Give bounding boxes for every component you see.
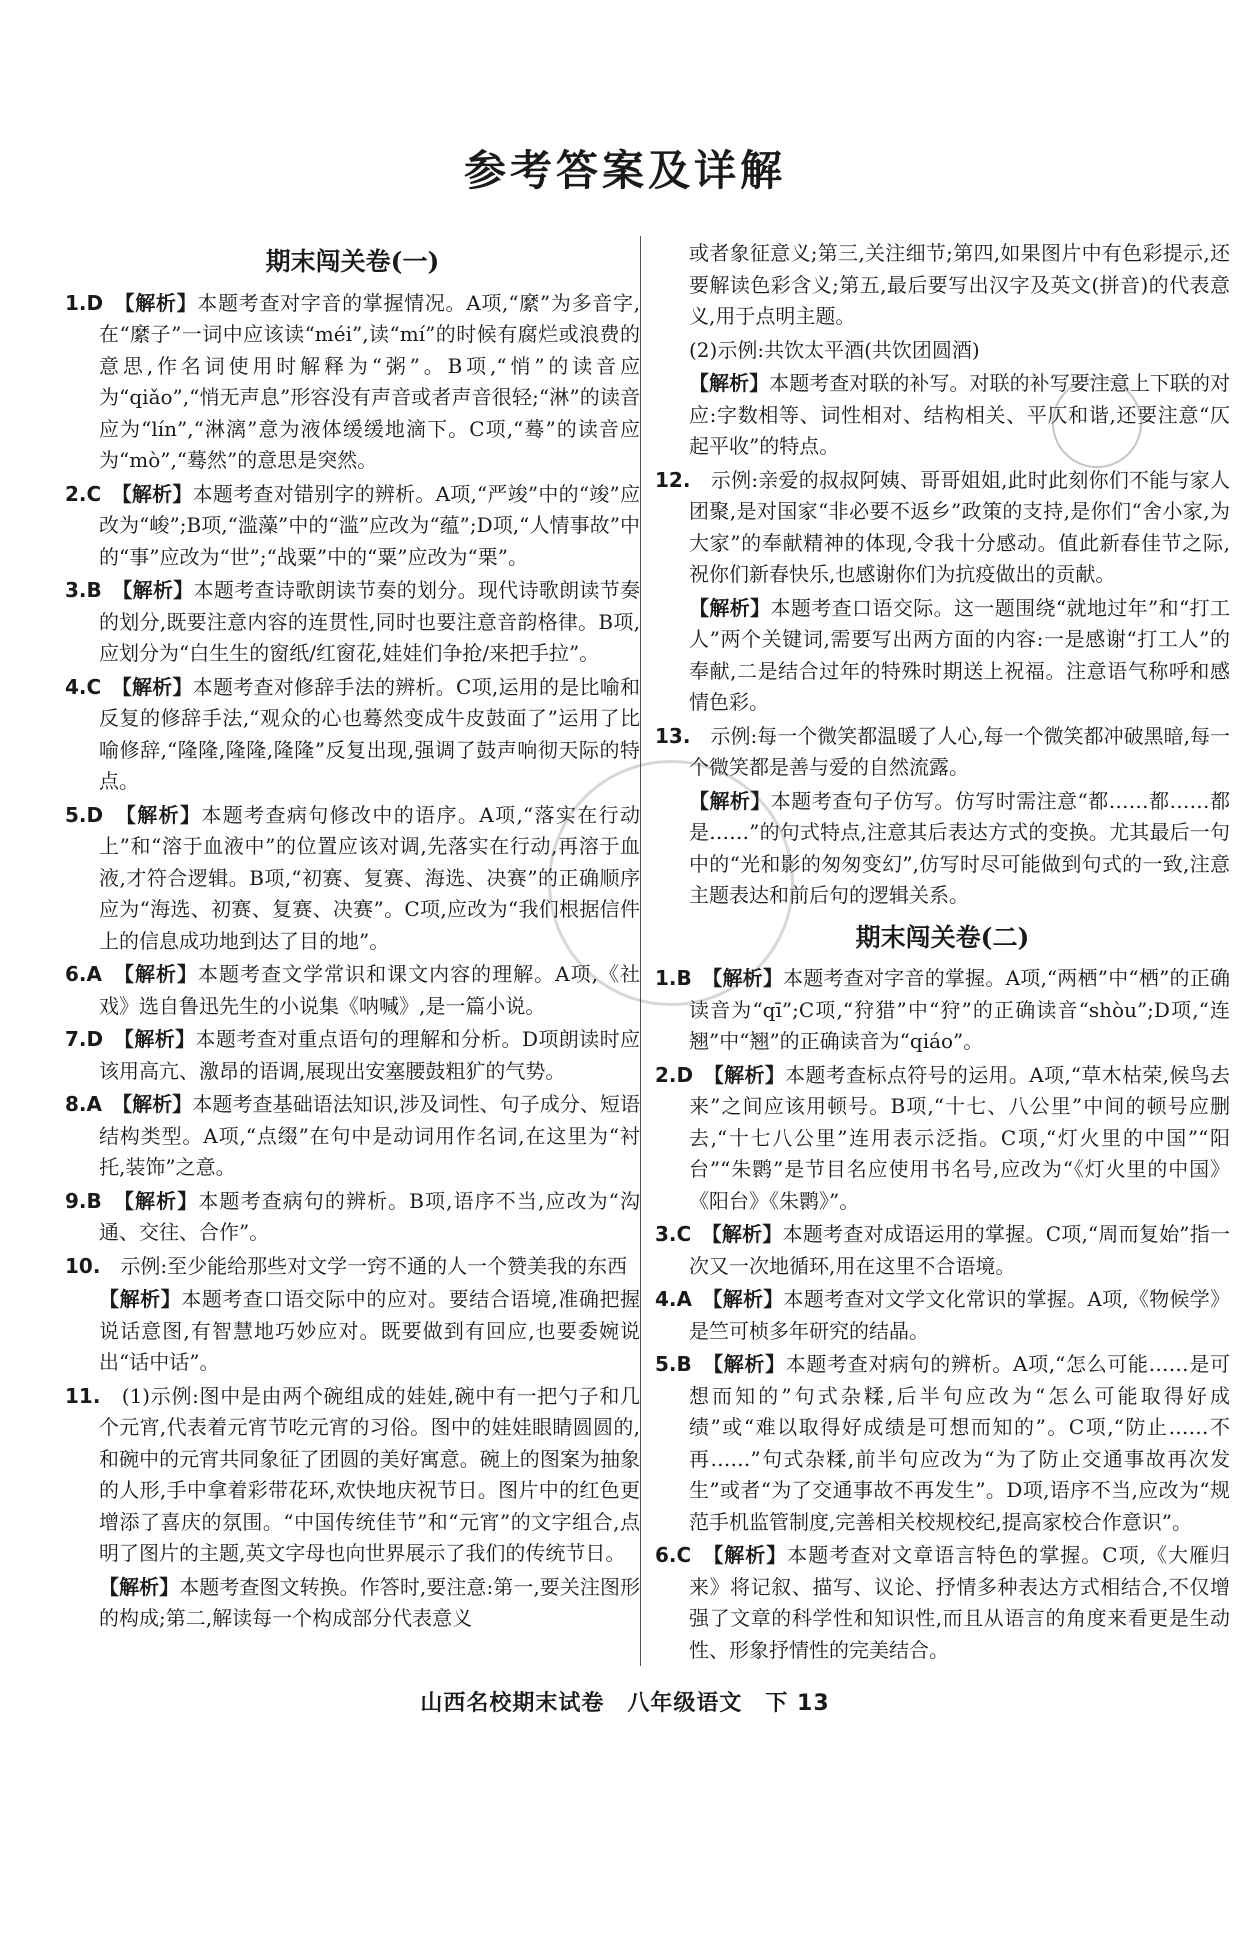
- analysis-label: 【解析】: [713, 1062, 786, 1087]
- answer-text: 或者象征意义;第三,关注细节;第四,如果图片中有色彩提示,还要解读色彩含义;第五,最后要写出汉字及英文(拼音)的代表意义,用于点明主题。: [689, 241, 1230, 328]
- stamp-logo: [1052, 378, 1142, 468]
- answer-number: 8.A: [65, 1092, 123, 1116]
- analysis-label: 【解析】: [122, 578, 194, 602]
- analysis-label: 【解析】: [123, 1027, 196, 1051]
- answer-item: [655, 1540, 1230, 1666]
- analysis-label: 【解析】: [689, 595, 771, 620]
- answer-text: 本题考查口语交际中的应对。要结合语境,准确把握说话意图,有智慧地巧妙应对。既要做到有回应,也要委婉说出“话中话”。: [99, 1287, 641, 1374]
- answer-number: 5.B: [655, 1352, 714, 1376]
- answer-explanation: [99, 1284, 640, 1379]
- analysis-label: 【解析】: [712, 1287, 784, 1311]
- answer-number: 3.C: [655, 1222, 712, 1246]
- answer-number: 1.D: [65, 290, 125, 315]
- section-title-exam-2: 期末闯关卷(二): [855, 922, 1030, 952]
- answer-item: [65, 1089, 640, 1184]
- answer-text: 本题考查对病句的辨析。A项,“怎么可能……是可想而知的”句式杂糅,后半句应改为“怎么可能取得好成绩”或“难以取得好成绩是可想而知的”。C项,“防止……不再……”句式杂糅,前半句应改为“为了防止交通事故再次发生”或者“为了交通事故不再发生”。D项,语序不当,应改为“规范手机监管制度,完善相关校规校纪,提高家校合作意识”。: [689, 1352, 1231, 1534]
- answer-number: 2.D: [655, 1062, 714, 1087]
- answer-text: 本题考查标点符号的运用。A项,“草木枯荣,候鸟去来”之间应该用顿号。B项,“十七、八公里”中间的顿号应删去,“十七八公里”连用表示泛指。C项,“灯火里的中国”“阳台”“朱鹮”是节目名应使用书名号,应改为“《灯火里的中国》《阳台》《朱鹮》”。: [689, 1062, 1230, 1213]
- right-items: [655, 963, 1230, 1666]
- answer-explanation: [99, 1572, 640, 1635]
- answer-text: 本题考查对字音的掌握情况。A项,“縻”为多音字,在“縻子”一词中应该读“méi”,读“mí”的时候有腐烂或浪费的意思,作名词使用时解释为“粥”。B项,“悄”的读音应为“qiǎo”,“悄无声息”形容没有声音或者声音很轻;“淋”的读音应为“lín”,“淋漓”意为液体缓缓地滴下。C项,“蓦”的读音应为“mò”,“蓦然”的意思是突然。: [99, 290, 641, 472]
- answer-number: 4.A: [655, 1287, 713, 1311]
- answer-item: [65, 1024, 640, 1087]
- answer-item: [65, 288, 640, 477]
- analysis-label: 【解析】: [713, 1543, 788, 1567]
- answer-explanation: [689, 335, 1230, 367]
- answer-text: 本题考查对文学文化常识的掌握。A项,《物候学》是竺可桢多年研究的结晶。: [689, 1287, 1230, 1343]
- answer-item: [655, 1219, 1230, 1282]
- answer-text: 本题考查病句修改中的语序。A项,“落实在行动上”和“溶于血液中”的位置应该对调,先落实在行动,再溶于血液,才符合逻辑。B项,“初赛、复赛、海选、决赛”的正确顺序应为“海选、初赛、复赛、决赛”。C项,应改为“我们根据信件上的信息成功地到达了目的地”。: [99, 802, 640, 953]
- analysis-label: 【解析】: [121, 481, 193, 506]
- answer-number: 5.D: [65, 802, 126, 827]
- answer-number: 1.B: [655, 966, 713, 990]
- analysis-label: 【解析】: [99, 1574, 180, 1599]
- answer-text: 本题考查对错别字的辨析。A项,“严竣”中的“竣”应改为“峻”;B项,“滥藻”中的“滥”应改为“蕴”;D项,“人情事故”中的“事”应改为“世”;“战粟”中的“粟”应改为“栗”。: [99, 481, 640, 569]
- answer-text: 本题考查基础语法知识,涉及词性、句子成分、短语结构类型。A项,“点缀”在句中是动词用作名词,在这里为“衬托,装饰”之意。: [99, 1092, 640, 1179]
- analysis-label: 【解析】: [711, 1222, 783, 1246]
- answer-item: [655, 1349, 1230, 1538]
- answer-item: [65, 959, 640, 1022]
- answer-text: 本题考查对成语运用的掌握。C项,“周而复始”指一次又一次地循环,用在这里不合语境。: [689, 1222, 1231, 1278]
- answer-item: [65, 1251, 640, 1283]
- answer-item: [655, 1284, 1230, 1347]
- answer-text: 示例:每一个微笑都温暖了人心,每一个微笑都冲破黑暗,每一个微笑都是善与爱的自然流露。: [689, 723, 1230, 779]
- answer-explanation: [689, 368, 1230, 463]
- analysis-label: 【解析】: [125, 802, 202, 827]
- answer-number: 9.B: [65, 1188, 124, 1213]
- answer-item: [655, 465, 1230, 591]
- answer-number: 10.: [65, 1253, 121, 1278]
- answer-text: (2)示例:共饮太平酒(共饮团圆酒): [689, 337, 980, 362]
- answer-text: 本题考查对修辞手法的辨析。C项,运用的是比喻和反复的修辞手法,“观众的心也蓦然变成牛皮鼓面了”运用了比喻修辞,“隆隆,隆隆,隆隆”反复出现,强调了鼓声响彻天际的特点。: [99, 674, 640, 793]
- answer-number: 7.D: [65, 1027, 124, 1051]
- answer-number: 3.B: [65, 578, 123, 602]
- analysis-label: 【解析】: [121, 674, 193, 699]
- answer-text: 本题考查对重点语句的理解和分析。D项朗读时应该用高亢、激昂的语调,展现出安塞腰鼓粗犷的气势。: [99, 1027, 640, 1083]
- answer-number: 6.A: [65, 962, 125, 986]
- section-title-exam-1: 期末闯关卷(一): [265, 247, 440, 276]
- page-title: 参考答案及详解: [463, 146, 786, 195]
- answer-text: 本题考查对联的补写。对联的补写要注意上下联的对应:字数相等、词性相对、结构相关、平仄和谐,还要注意“仄起平收”的特点。: [689, 371, 1231, 458]
- answer-text: 本题考查口语交际。这一题围绕“就地过年”和“打工人”两个关键词,需要写出两方面的内容:一是感谢“打工人”的奉献,二是结合过年的特殊时期送上祝福。注意语气称呼和感情色彩。: [689, 595, 1230, 714]
- answer-text: 本题考查对文章语言特色的掌握。C项,《大雁归来》将记叙、描写、议论、抒情多种表达方式相结合,不仅增强了文章的科学性和知识性,而且从语言的角度来看更是生动性、形象抒情性的完美结合。: [689, 1543, 1230, 1662]
- answer-text: 本题考查病句的辨析。B项,语序不当,应改为“沟通、交往、合作”。: [99, 1188, 641, 1244]
- answer-text: 示例:亲爱的叔叔阿姨、哥哥姐姐,此时此刻你们不能与家人团聚,是对国家“非必要不返乡”政策的支持,是你们“舍小家,为大家”的奉献精神的体现,令我十分感动。值此新春佳节之际,祝你们新春快乐,也感谢你们为抗疫做出的贡献。: [689, 467, 1230, 586]
- watermark-seal-icon: [548, 760, 794, 1006]
- analysis-label: 【解析】: [123, 1188, 199, 1213]
- analysis-label: 【解析】: [99, 1287, 182, 1311]
- answer-number: 13.: [655, 723, 711, 748]
- answer-explanation: [689, 593, 1230, 719]
- answer-item: [65, 672, 640, 798]
- answer-text: (1)示例:图中是由两个碗组成的娃娃,碗中有一把勺子和几个元宵,代表着元宵节吃元宵的习俗。图中的娃娃眼睛圆圆的,和碗中的元宵共同象征了团圆的美好寓意。碗上的图案为抽象的人形,手中拿着彩带花环,欢快地庆祝节日。图片中的红色更增添了喜庆的氛围。“中国传统佳节”和“元宵”的文字组合,点明了图片的主题,英文字母也向世界展示了我们的传统节日。: [99, 1383, 640, 1565]
- answer-explanation: [689, 238, 1230, 333]
- left-column: [65, 242, 640, 1637]
- analysis-label: 【解析】: [124, 290, 198, 315]
- answer-text: 本题考查图文转换。作答时,要注意:第一,要关注图形的构成;第二,解读每一个构成部分代表意义: [99, 1574, 641, 1630]
- answer-item: [65, 1381, 640, 1570]
- answer-number: 12.: [655, 467, 711, 492]
- answer-number: 11.: [65, 1383, 122, 1408]
- answer-number: 6.C: [655, 1543, 714, 1567]
- answer-text: 本题考查诗歌朗读节奏的划分。现代诗歌朗读节奏的划分,既要注意内容的连贯性,同时也要注意音韵格律。B项,应划分为“白生生的窗纸/红窗花,娃娃们争抢/来把手拉”。: [99, 578, 641, 665]
- analysis-label: 【解析】: [689, 371, 770, 395]
- analysis-label: 【解析】: [713, 1352, 786, 1376]
- analysis-label: 【解析】: [124, 962, 199, 986]
- left-items: [65, 288, 640, 1635]
- analysis-label: 【解析】: [712, 966, 784, 990]
- answer-item: [65, 479, 640, 574]
- page-footer: 山西名校期末试卷 八年级语文 下 13: [420, 1691, 830, 1716]
- analysis-label: 【解析】: [122, 1092, 193, 1116]
- answer-item: [65, 1186, 640, 1249]
- answer-text: 本题考查对字音的掌握。A项,“两栖”中“栖”的正确读音为“qī”;C项,“狩猎”中“狩”的正确读音“shòu”;D项,“连翘”中“翘”的正确读音为“qiáo”。: [689, 966, 1231, 1053]
- answer-item: [655, 721, 1230, 784]
- analysis-label: 【解析】: [689, 788, 771, 813]
- answer-number: 4.C: [65, 674, 122, 699]
- answer-item: [65, 575, 640, 670]
- answer-number: 2.C: [65, 481, 122, 506]
- answer-item: [655, 1060, 1230, 1218]
- answer-text: 示例:至少能给那些对文学一窍不通的人一个赞美我的东西: [120, 1253, 628, 1278]
- answer-text: 本题考查句子仿写。仿写时需注意“都……都……都是……”的句式特点,注意其后表达方式的变换。尤其最后一句中的“光和影的匆匆变幻”,仿写时尽可能做到句式的一致,注意主题表达和前后句的逻辑关系。: [689, 788, 1230, 907]
- answer-text: 本题考查文学常识和课文内容的理解。A项,《社戏》选自鲁迅先生的小说集《呐喊》,是一篇小说。: [99, 962, 640, 1018]
